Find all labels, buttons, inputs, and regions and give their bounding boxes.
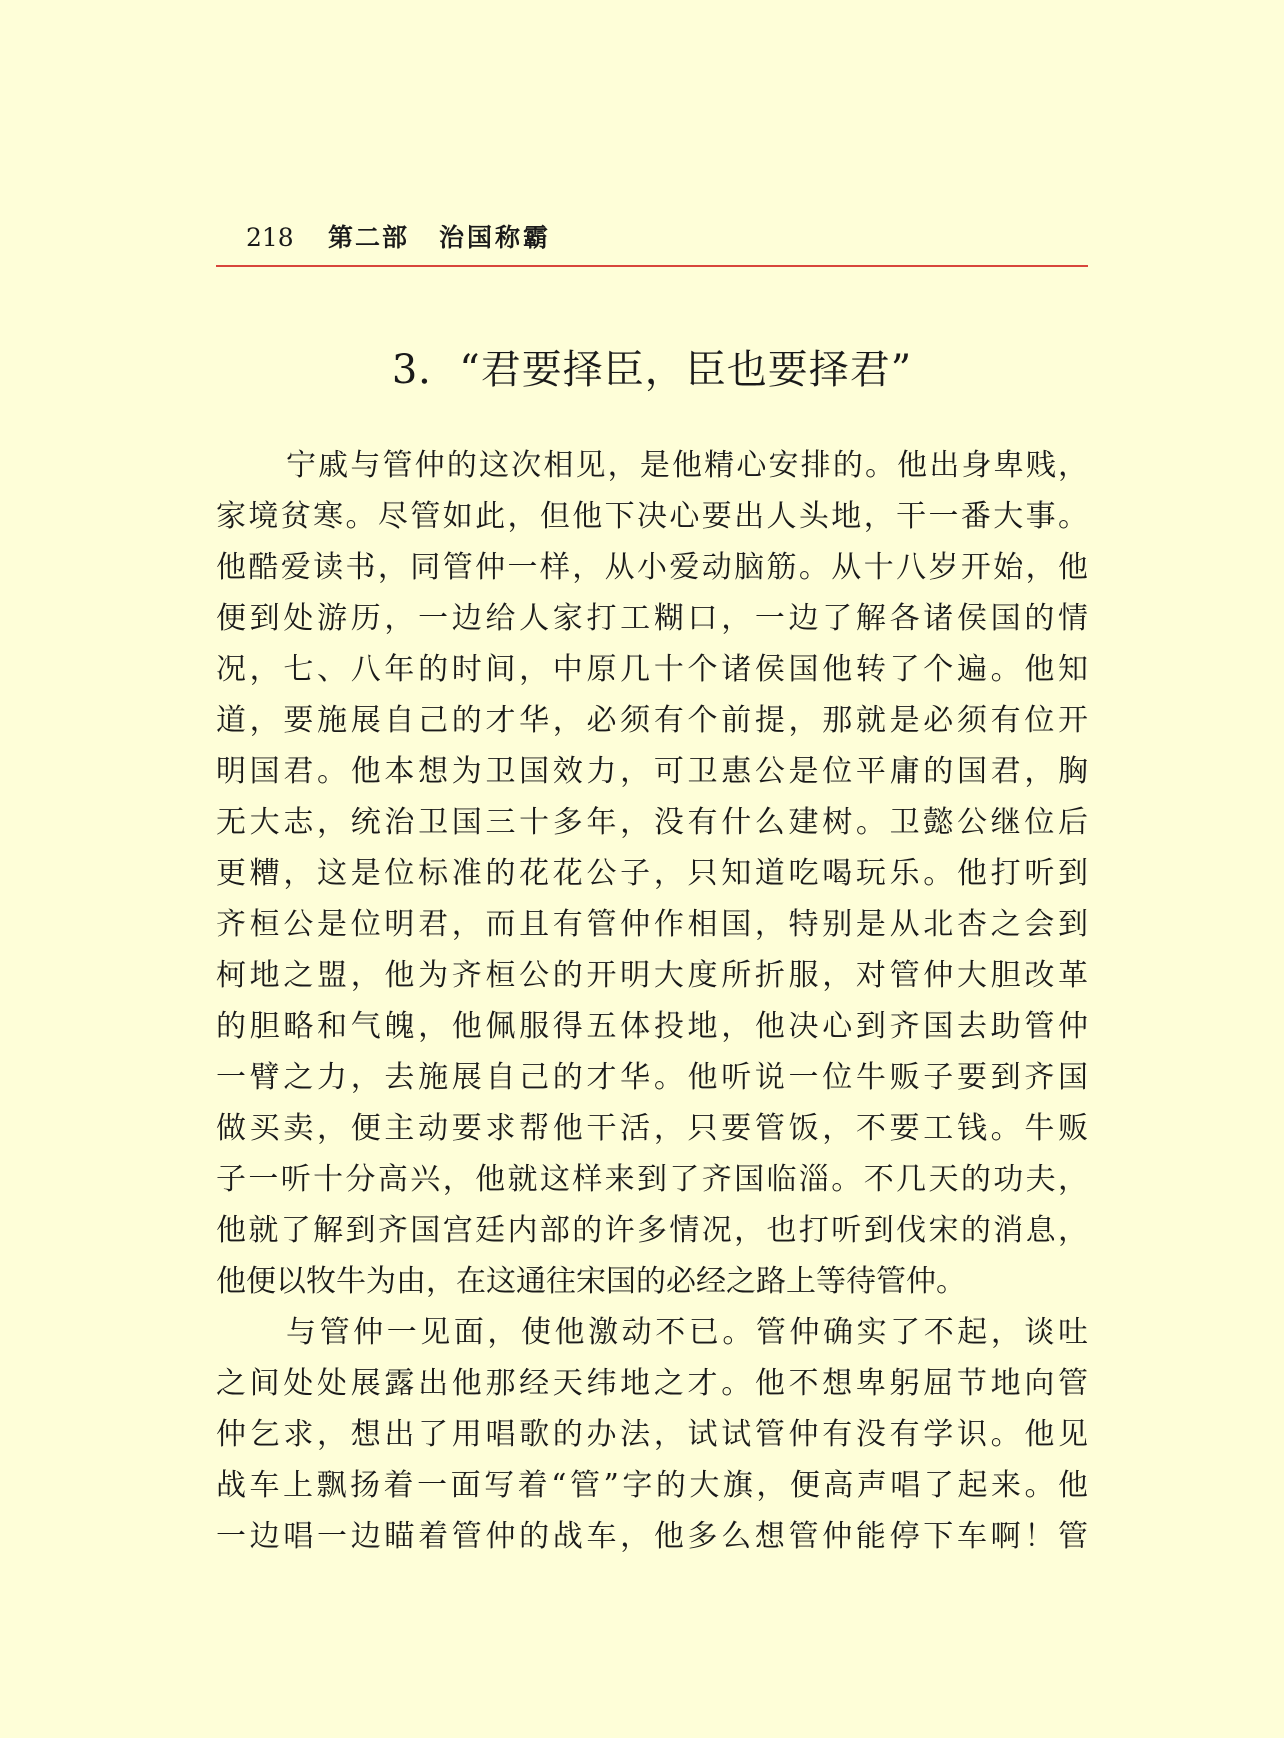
text-line: 一臂之力，去施展自己的才华。他听说一位牛贩子要到齐国 (216, 1060, 1088, 1095)
text-line: 便到处游历，一边给人家打工糊口，一边了解各诸侯国的情 (216, 601, 1088, 636)
text-line: 他酷爱读书，同管仲一样，从小爱动脑筋。从十八岁开始，他 (216, 550, 1088, 585)
text-line: 他就了解到齐国宫廷内部的许多情况，也打听到伐宋的消息， (216, 1213, 1088, 1248)
text-line: 子一听十分高兴，他就这样来到了齐国临淄。不几天的功夫， (216, 1162, 1088, 1197)
text-line: 齐桓公是位明君，而且有管仲作相国，特别是从北杏之会到 (216, 907, 1088, 942)
header-rule (216, 265, 1088, 267)
text-line: 无大志，统治卫国三十多年，没有什么建树。卫懿公继位后 (216, 805, 1088, 840)
part-label: 第二部 (328, 223, 410, 252)
section-title: 3．“君要择臣，臣也要择君” (391, 347, 913, 393)
text-line: 之间处处展露出他那经天纬地之才。他不想卑躬屈节地向管 (216, 1366, 1088, 1401)
body-text (216, 440, 1088, 1562)
text-line: 仲乞求，想出了用唱歌的办法，试试管仲有没有学识。他见 (216, 1417, 1088, 1452)
part-title: 治国称霸 (439, 223, 552, 252)
text-line: 他便以牧牛为由，在这通往宋国的必经之路上等待管仲。 (216, 1264, 966, 1299)
text-line: 柯地之盟，他为齐桓公的开明大度所折服，对管仲大胆改革 (216, 958, 1088, 993)
text-line: 况，七、八年的时间，中原几十个诸侯国他转了个遍。他知 (216, 652, 1088, 687)
text-line: 明国君。他本想为卫国效力，可卫惠公是位平庸的国君，胸 (216, 754, 1088, 789)
text-line: 一边唱一边瞄着管仲的战车，他多么想管仲能停下车啊！管 (216, 1519, 1088, 1554)
text-line: 家境贫寒。尽管如此，但他下决心要出人头地，干一番大事。 (216, 499, 1088, 534)
page-number: 218 (246, 223, 294, 252)
text-line: 更糟，这是位标准的花花公子，只知道吃喝玩乐。他打听到 (216, 856, 1088, 891)
text-line: 与管仲一见面，使他激动不已。管仲确实了不起，谈吐 (286, 1315, 1088, 1350)
running-head (216, 218, 1088, 258)
text-line: 战车上飘扬着一面写着“管”字的大旗，便高声唱了起来。他 (216, 1468, 1088, 1503)
text-line: 做买卖，便主动要求帮他干活，只要管饭，不要工钱。牛贩 (216, 1111, 1088, 1146)
text-line: 宁戚与管仲的这次相见，是他精心安排的。他出身卑贱， (286, 448, 1088, 483)
text-line: 的胆略和气魄，他佩服得五体投地，他决心到齐国去助管仲 (216, 1009, 1088, 1044)
text-line: 道，要施展自己的才华，必须有个前提，那就是必须有位开 (216, 703, 1088, 738)
